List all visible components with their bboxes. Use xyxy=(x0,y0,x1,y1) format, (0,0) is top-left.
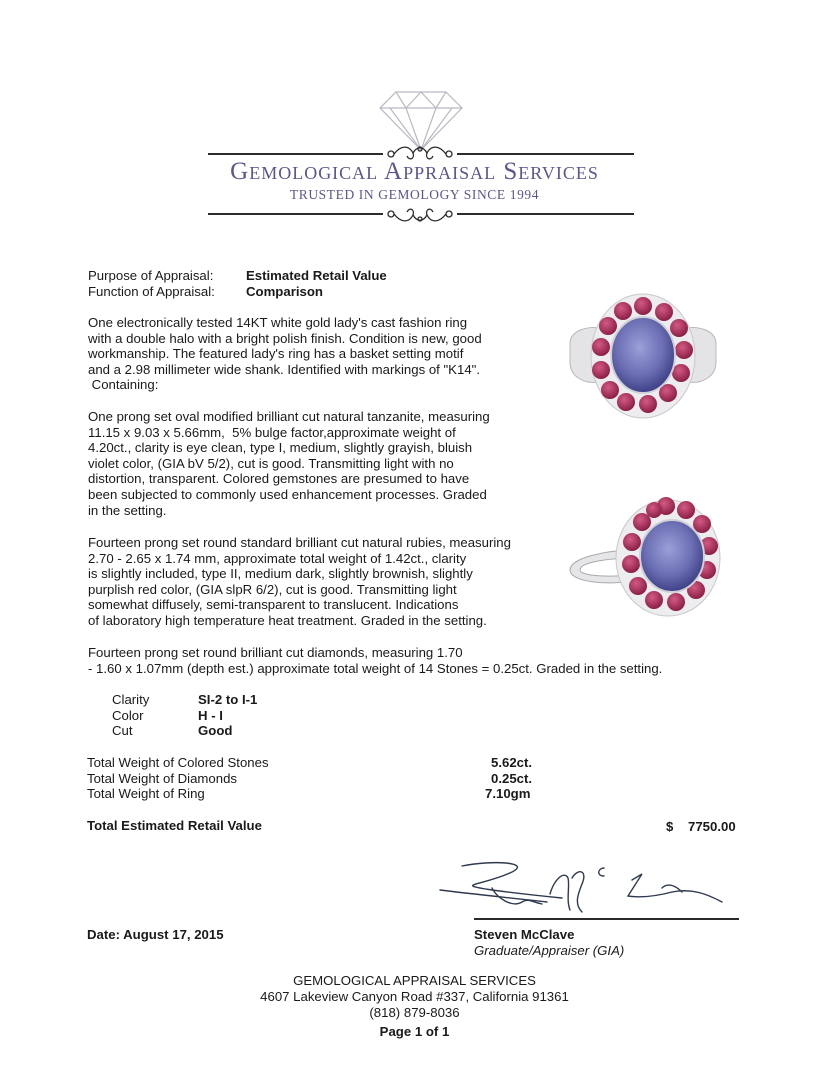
signer-title: Graduate/Appraiser (GIA) xyxy=(474,943,625,958)
ring-photo-side-view xyxy=(566,492,726,622)
ring-description xyxy=(88,315,558,393)
header-rule-bottom-right xyxy=(457,213,634,215)
rubies-description-line: of laboratory high temperature heat treatment. Graded in the setting. xyxy=(88,612,487,628)
ring-photo-top-view xyxy=(568,292,718,420)
rubies-description-line: Fourteen prong set round standard brilliant cut natural rubies, measuring xyxy=(88,535,511,550)
signer-name: Steven McClave xyxy=(474,927,575,942)
footer-address: 4607 Lakeview Canyon Road #337, California 91361 xyxy=(260,989,569,1004)
ring-description-line: and a 2.98 millimeter wide shank. Identified with markings of "K14". xyxy=(88,361,480,377)
tanzanite-description-line: One prong set oval modified brilliant cut natural tanzanite, measuring xyxy=(88,409,490,424)
ring-description-line: One electronically tested 14KT white gold lady's cast fashion ring xyxy=(88,315,468,330)
grade-value-clarity: SI-2 to I-1 xyxy=(198,692,258,707)
company-tagline: TRUSTED IN GEMOLOGY SINCE 1994 xyxy=(289,187,540,202)
rubies-description-line: is slightly included, type II, medium dark, slightly brownish, slightly xyxy=(88,566,473,582)
retail-currency: $ xyxy=(666,819,674,834)
grade-value-color: H - I xyxy=(198,707,223,723)
total-diamonds-value: 0.25ct. xyxy=(491,770,533,786)
tanzanite-description-line: distortion, transparent. Colored gemstones are presumed to have xyxy=(88,471,470,487)
total-colored-stones-label: Total Weight of Colored Stones xyxy=(87,755,269,770)
retail-amount: 7750.00 xyxy=(688,819,736,834)
grade-label-cut: Cut xyxy=(112,723,133,739)
page-number: Page 1 of 1 xyxy=(379,1024,450,1039)
tanzanite-description xyxy=(88,409,558,518)
signature-line xyxy=(474,918,739,920)
signature xyxy=(432,858,732,918)
function-value: Comparison xyxy=(246,284,323,299)
logo xyxy=(0,0,829,230)
company-name: Gemological Appraisal Services xyxy=(230,158,599,185)
retail-value-label: Total Estimated Retail Value xyxy=(87,818,262,833)
diamonds-description-line: Fourteen prong set round brilliant cut diamonds, measuring 1.70 xyxy=(88,645,463,660)
ring-description-line: Containing: xyxy=(88,377,159,393)
grade-label-color: Color xyxy=(112,707,144,723)
header-rule-top-left xyxy=(208,153,383,155)
tanzanite-description-line: 11.15 x 9.03 x 5.66mm, 5% bulge factor,approximate weight of xyxy=(88,424,456,440)
tanzanite-stone xyxy=(640,520,704,592)
tanzanite-stone xyxy=(611,317,675,393)
total-diamonds-label: Total Weight of Diamonds xyxy=(87,770,238,786)
diamonds-description xyxy=(88,645,728,676)
ring-description-line: with a double halo with a bright polish finish. Condition is new, good xyxy=(88,330,482,346)
grade-value-cut: Good xyxy=(198,723,233,739)
header-rule-top-right xyxy=(457,153,634,155)
footer-company: GEMOLOGICAL APPRAISAL SERVICES xyxy=(293,973,536,988)
function-label: Function of Appraisal: xyxy=(88,284,215,299)
tanzanite-description-line: violet color, (GIA bV 5/2), cut is good. Transmitting light with no xyxy=(88,455,454,471)
purpose-value: Estimated Retail Value xyxy=(246,268,387,283)
tanzanite-description-line: in the setting. xyxy=(88,502,167,518)
rubies-description-line: somewhat diffusely, semi-transparent to translucent. Indications xyxy=(88,597,459,613)
scroll-ornament-icon xyxy=(385,203,455,225)
purpose-label: Purpose of Appraisal: xyxy=(88,268,214,283)
total-ring-weight-value: 7.10gm xyxy=(485,786,531,802)
total-ring-weight-label: Total Weight of Ring xyxy=(87,786,205,802)
tanzanite-description-line: 4.20ct., clarity is eye clean, type I, medium, slightly grayish, bluish xyxy=(88,440,473,456)
rubies-description xyxy=(88,535,558,629)
header-rule-bottom-left xyxy=(208,213,383,215)
grade-label-clarity: Clarity xyxy=(112,692,150,707)
tanzanite-description-line: been subjected to commonly used enhancement processes. Graded xyxy=(88,486,487,502)
total-colored-stones-value: 5.62ct. xyxy=(491,755,533,770)
appraisal-date: Date: August 17, 2015 xyxy=(87,927,224,942)
rubies-description-line: purplish red color, (GIA slpR 6/2), cut is good. Transmitting light xyxy=(88,581,457,597)
footer-phone: (818) 879-8036 xyxy=(369,1005,460,1020)
ring-description-line: workmanship. The featured lady's ring has a basket setting motif xyxy=(88,346,464,362)
diamonds-description-line: - 1.60 x 1.07mm (depth est.) approximate total weight of 14 Stones = 0.25ct. Graded in the setting. xyxy=(88,660,663,676)
rubies-description-line: 2.70 - 2.65 x 1.74 mm, approximate total weight of 1.42ct., clarity xyxy=(88,550,467,566)
